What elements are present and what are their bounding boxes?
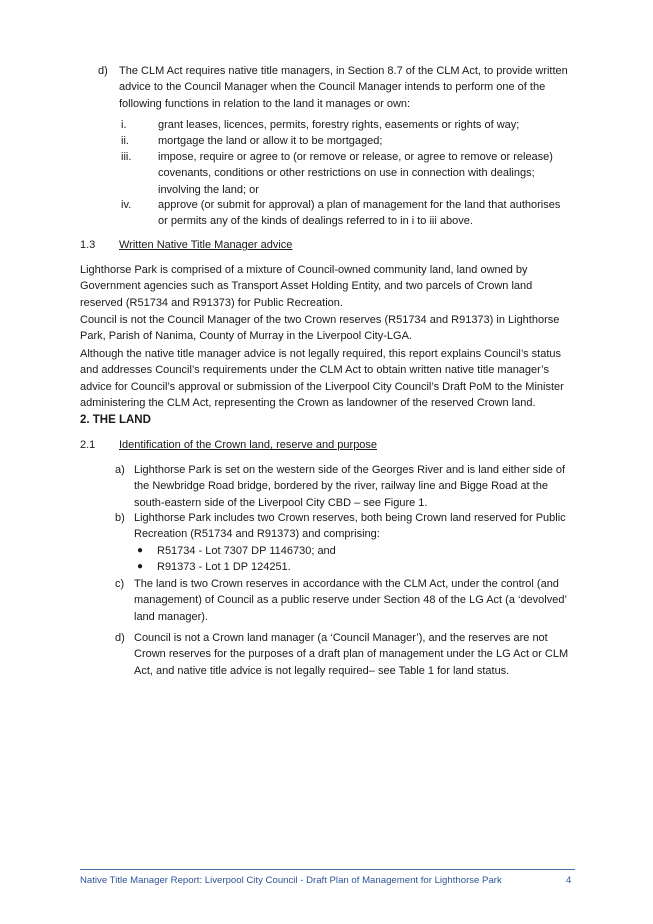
list-item [134,510,584,543]
section-title: Written Native Title Manager advice [119,239,293,251]
list-line: The land is two Crown reserves in accordance with the CLM Act, under the control (and [134,578,559,590]
roman-item-text [158,197,588,230]
bullet-icon: ● [137,545,144,556]
section-title: Identification of the Crown land, reserve and purpose [119,439,378,451]
paragraph-line: and addresses Council’s requirements under the CLM Act to obtain written native title manager’s [80,364,549,377]
footer-divider [80,869,575,870]
section-number: 1.3 [80,239,96,251]
list-marker: d) [115,632,125,644]
list-item [134,576,584,625]
paragraph [80,312,580,345]
list-line: south-eastern side of the Liverpool City CBD – see Figure 1. [134,496,428,509]
paragraph-line: Although the native title manager advice is not legally required, this report explains Council’s status [80,348,562,360]
intro-text [119,63,589,112]
intro-line: following functions in relation to the land it manages or own: [119,97,411,110]
roman-marker: i. [121,119,127,131]
paragraph-line: reserved (R51734 and R91373) for Public Recreation. [80,296,343,309]
paragraph [80,346,580,411]
list-line: land manager). [134,610,208,623]
section-2-heading: 2. THE LAND [80,414,151,426]
paragraph-line: advice for Council’s approval or submission of the Liverpool City Council’s Draft PoM to the Minister [80,380,564,393]
intro-line: The CLM Act requires native title managers, in Section 8.7 of the CLM Act, to provide written [119,65,568,77]
roman-line: approve (or submit for approval) a plan of management for the land that authorises [158,199,561,211]
list-marker: a) [115,464,125,476]
paragraph-line: Lighthorse Park is comprised of a mixture of Council-owned community land, land owned by [80,264,528,276]
bullet-item: R51734 - Lot 7307 DP 1146730; and [157,545,336,557]
paragraph-line: Park, Parish of Nanima, County of Murray in the Liverpool City-LGA. [80,330,412,343]
section-number: 2.1 [80,439,96,451]
roman-line: mortgage the land or allow it to be mortgaged; [158,135,383,147]
roman-marker: ii. [121,135,129,147]
list-line: the Newbridge Road bridge, bordered by the river, railway line and Bigge Road at the [134,480,548,493]
list-line: Crown reserves for the purposes of a draft plan of management under the LG Act or CLM [134,648,569,661]
roman-line: covenants, conditions or other restrictions on use in connection with dealings; [158,167,535,180]
list-line: Act, and native title advice is not legally required– see Table 1 for land status. [134,664,510,677]
intro-marker: d) [98,65,108,77]
list-line: Lighthorse Park is set on the western side of the Georges River and is land either side of [134,464,566,476]
paragraph-line: Government agencies such as Transport Asset Holding Entity, and two parcels of Crown land [80,280,533,293]
roman-item-text [158,133,588,149]
roman-item-text [158,149,588,198]
intro-line: advice to the Council Manager when the Council Manager intends to perform one of the [119,81,546,94]
list-marker: b) [115,512,125,524]
list-item [134,630,584,679]
list-line: Council is not a Crown land manager (a ‘Council Manager’), and the reserves are not [134,632,548,644]
footer-text: Native Title Manager Report: Liverpool City Council - Draft Plan of Management for Lighthorse Park [80,875,502,886]
list-item [134,462,584,511]
roman-marker: iii. [121,151,132,163]
bullet-item: R91373 - Lot 1 DP 124251. [157,561,291,573]
paragraph [80,262,580,311]
list-line: Recreation (R51734 and R91373) and comprising: [134,528,380,541]
roman-marker: iv. [121,199,132,211]
roman-line: involving the land; or [158,183,259,196]
list-marker: c) [115,578,125,590]
roman-line: grant leases, licences, permits, forestry rights, easements or rights of way; [158,119,520,131]
list-line: management) of Council as a public reserve under Section 48 of the LG Act (a ‘devolved’ [134,594,567,607]
roman-line: impose, require or agree to (or remove or release, or agree to remove or release) [158,151,553,163]
bullet-icon: ● [137,561,144,572]
paragraph-line: Council is not the Council Manager of the two Crown reserves (R51734 and R91373) in Lighthorse [80,314,560,326]
list-line: Lighthorse Park includes two Crown reserves, both being Crown land reserved for Public [134,512,566,524]
page-number: 4 [566,875,572,886]
paragraph-line: administering the CLM Act, representing the Crown as landowner of the reserved Crown land. [80,396,536,409]
roman-line: or permits any of the kinds of dealings referred to in i to iii above. [158,215,473,228]
roman-item-text [158,117,588,133]
